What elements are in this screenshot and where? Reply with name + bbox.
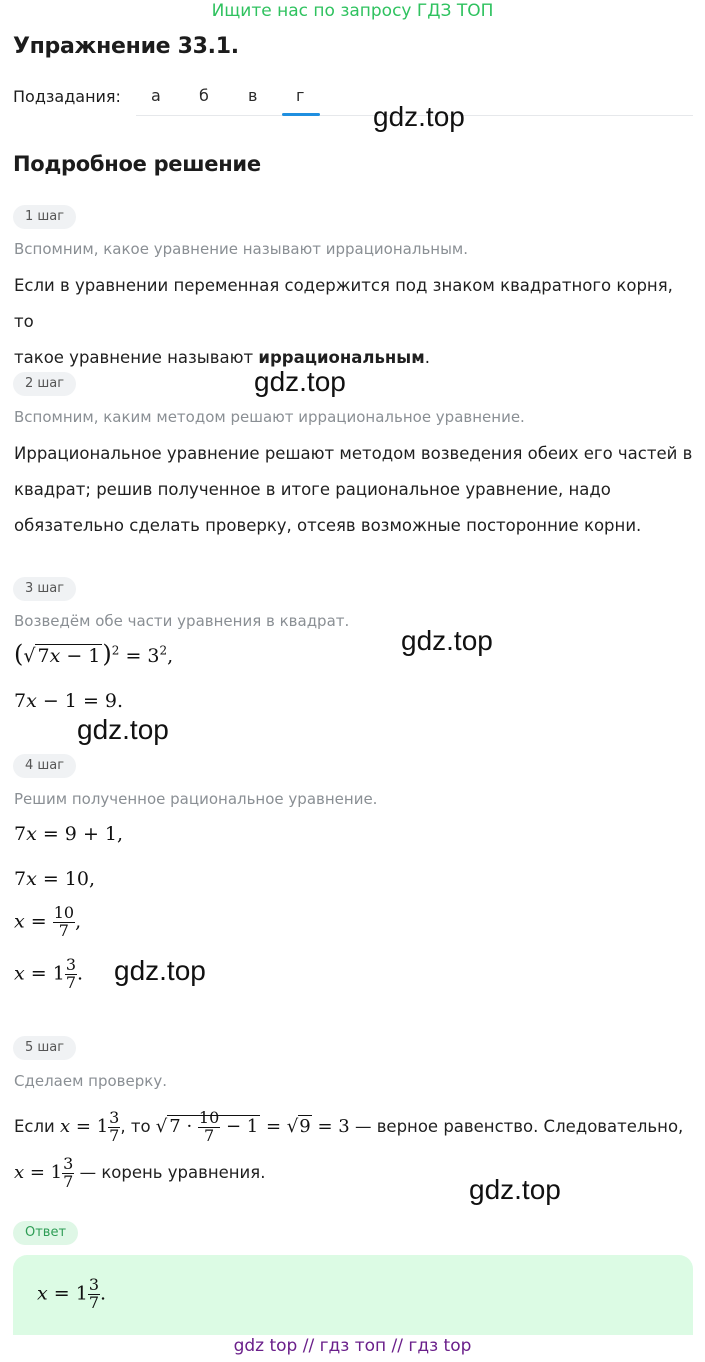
watermark: gdz.top	[114, 955, 206, 986]
step-1-text	[14, 268, 694, 376]
watermark: gdz.top	[401, 625, 493, 656]
step-5-badge: 5 шаг	[13, 1036, 76, 1060]
tab-v[interactable]: в	[248, 86, 258, 105]
step-5-line-1	[14, 1104, 694, 1150]
step-1-bold-term: иррациональным	[258, 348, 425, 367]
step-2-line-2: квадрат; решив полученное в итоге рациональное уравнение, надо	[14, 480, 611, 499]
step-2-intro: Вспомним, каким методом решают иррациональное уравнение.	[14, 408, 525, 426]
equation-step-4a: 7x = 9 + 1,	[14, 823, 124, 845]
section-title: Подробное решение	[13, 152, 261, 176]
equation-step-4d: x = 1 $\frac{3}{7}$ .	[14, 955, 84, 992]
watermark: gdz.top	[469, 1174, 561, 1205]
answer-value: x = 1 $\frac{3}{7}$ .	[37, 1275, 107, 1312]
tab-b[interactable]: б	[199, 86, 209, 105]
step-2-text	[14, 436, 694, 544]
root-value: x = 1 $\frac{3}{7}$	[14, 1153, 74, 1191]
step-1-line-1: Если в уравнении переменная содержится под знаком квадратного корня, то	[14, 276, 673, 331]
watermark: gdz.top	[77, 714, 169, 745]
equation-step-4c: x = $\frac{10}{7}$ ,	[14, 903, 82, 940]
step-5-line-2	[14, 1150, 694, 1196]
watermark: gdz.top	[373, 101, 465, 132]
step-5-then: , то	[120, 1117, 156, 1136]
sqrt-icon: √	[155, 1116, 168, 1137]
promo-banner: Ищите нас по запросу ГДЗ ТОП	[211, 1, 494, 21]
step-3-intro: Возведём обе части уравнения в квадрат.	[14, 612, 350, 630]
step-5-intro: Сделаем проверку.	[14, 1072, 167, 1090]
step-1-line-2a: такое уравнение называют	[14, 348, 259, 367]
check-x-value: x = 1 $\frac{3}{7}$	[60, 1107, 120, 1145]
step-4-badge: 4 шаг	[13, 754, 76, 778]
answer-box	[13, 1255, 693, 1335]
watermark: gdz.top	[254, 366, 346, 397]
step-2-line-1: Иррациональное уравнение решают методом возведения обеих его частей в	[14, 444, 693, 463]
sqrt-icon: √	[286, 1116, 299, 1137]
active-tab-indicator	[282, 113, 320, 116]
tab-g[interactable]: г	[296, 86, 305, 105]
subtasks-label: Подзадания:	[13, 87, 121, 106]
equation-linear: 7x − 1 = 9.	[14, 690, 124, 712]
footer-links[interactable]: gdz top // гдз топ // гдз top	[233, 1336, 472, 1356]
step-1-line-2-end: .	[424, 348, 430, 367]
check-expression: √ 7 · $\frac{10}{7}$ − 1 = √9 = 3	[155, 1107, 350, 1145]
step-2-line-3: обязательно сделать проверку, отсеяв возможные посторонние корни.	[14, 516, 642, 535]
tab-a[interactable]: а	[151, 86, 161, 105]
step-5-text	[14, 1104, 694, 1196]
exercise-title: Упражнение 33.1.	[13, 34, 239, 59]
equation-squared: (√ $7x - 1)^2 = 3^2$,	[14, 640, 174, 668]
step-5-root: — корень уравнения.	[74, 1163, 266, 1182]
step-1-badge: 1 шаг	[13, 205, 76, 229]
step-4-intro: Решим полученное рациональное уравнение.	[14, 790, 378, 808]
step-3-badge: 3 шаг	[13, 577, 76, 601]
sqrt-icon: √	[23, 645, 36, 667]
answer-badge: Ответ	[13, 1221, 78, 1245]
step-1-line-2	[14, 340, 694, 376]
step-5-correct: — верное равенство. Следовательно,	[349, 1117, 684, 1136]
step-1-intro: Вспомним, какое уравнение называют иррациональным.	[14, 240, 469, 258]
step-5-if: Если	[14, 1117, 61, 1136]
equation-step-4b: 7x = 10,	[14, 868, 96, 890]
step-2-badge: 2 шаг	[13, 372, 76, 396]
